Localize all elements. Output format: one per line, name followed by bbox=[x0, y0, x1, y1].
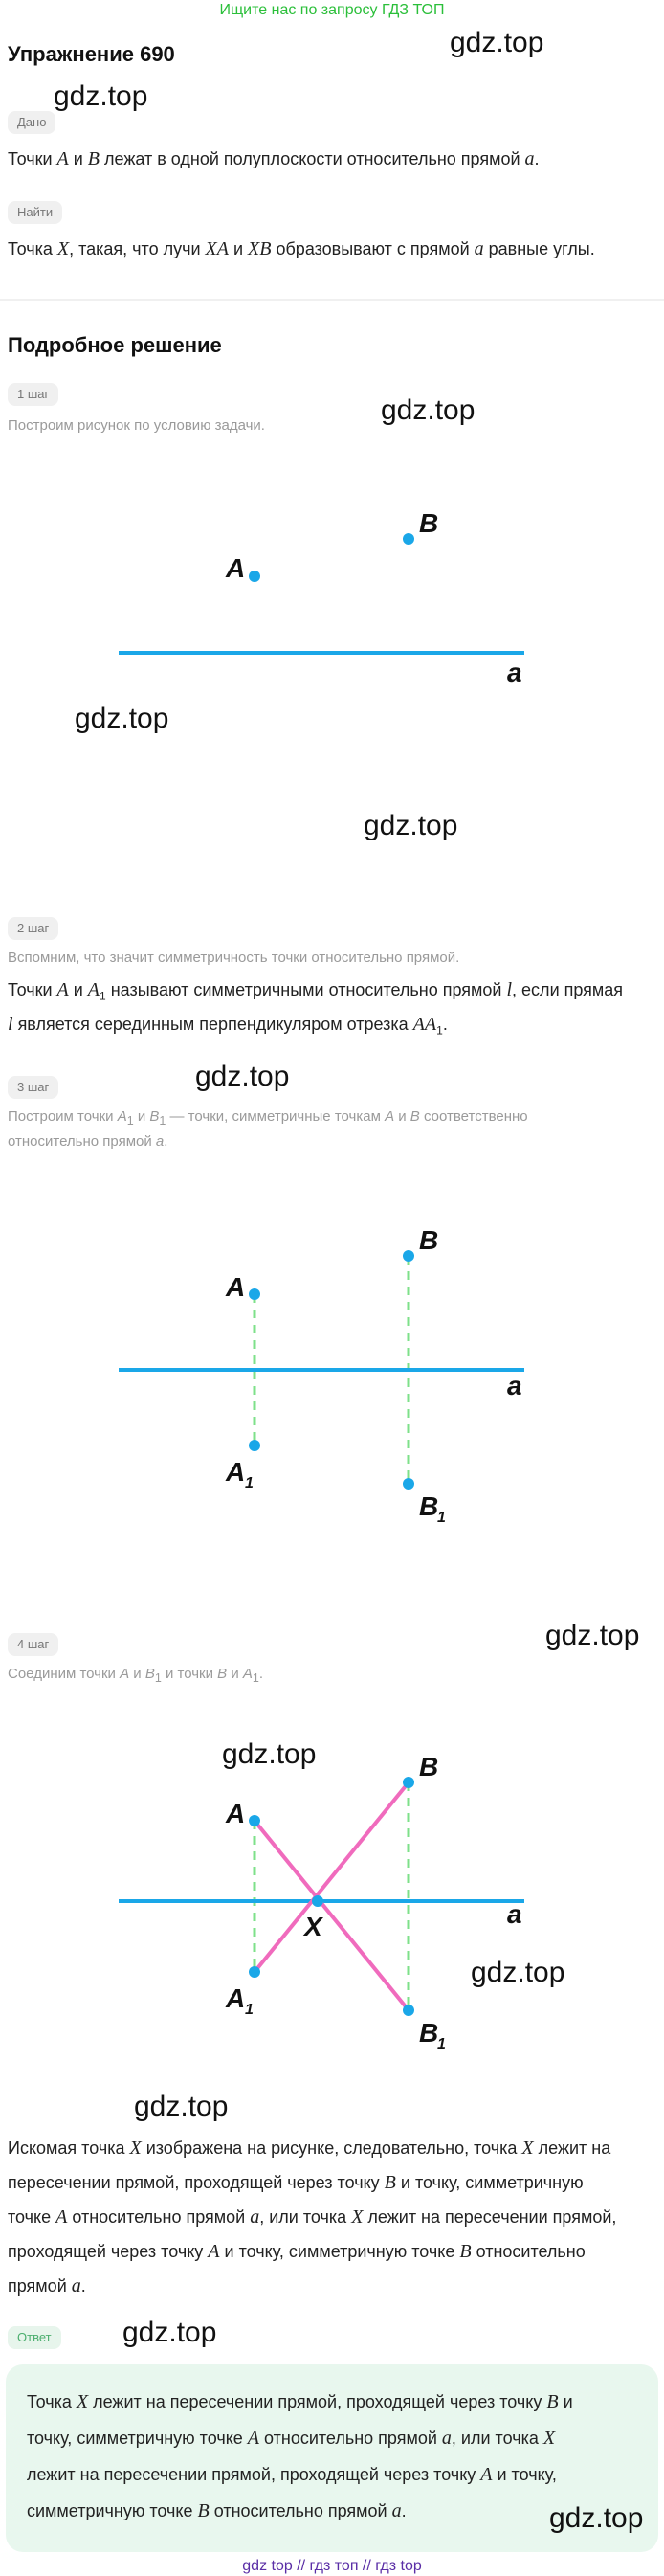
point-A bbox=[249, 1288, 260, 1300]
watermark: gdz.top bbox=[222, 1738, 317, 1770]
answer-line-2: точку, симметричную точке A относительно прямой a, или точка X bbox=[27, 2428, 556, 2449]
watermark: gdz.top bbox=[122, 2317, 217, 2348]
label-B: B bbox=[419, 1225, 439, 1255]
point-B bbox=[403, 1777, 414, 1788]
step3-line1: Построим точки $A_1$ и $B_1$ — точки, симметричные точкам A и B соответственно bbox=[8, 1109, 528, 1128]
step4-line1: Соединим точки A и $B_1$ и точки B и $A_1$. bbox=[8, 1666, 264, 1685]
page-title: Упражнение 690 bbox=[8, 42, 175, 66]
label-A: A bbox=[226, 553, 246, 583]
label-B: B bbox=[419, 508, 439, 538]
label-A1-sub: 1 bbox=[245, 1475, 254, 1491]
find-text: Точка X, такая, что лучи XA и XB образовывают с прямой a равные углы. bbox=[8, 238, 595, 259]
step3-tag: 3 шаг bbox=[8, 1076, 58, 1099]
watermark: gdz.top bbox=[450, 27, 544, 58]
point-B bbox=[403, 1250, 414, 1262]
label-A: A bbox=[226, 1272, 246, 1302]
watermark: gdz.top bbox=[381, 394, 476, 426]
step2-tag: 2 шаг bbox=[8, 917, 58, 940]
watermark: gdz.top bbox=[471, 1957, 565, 1988]
answer-line-1: Точка X лежит на пересечении прямой, проходящей через точку B и bbox=[27, 2391, 573, 2412]
segment-AB1 bbox=[255, 1821, 409, 2010]
point-B1 bbox=[403, 2005, 414, 2016]
point-B bbox=[403, 533, 414, 545]
step2-text: Вспомним, что значит симметричность точки относительно прямой. bbox=[8, 950, 460, 966]
point-A bbox=[249, 571, 260, 582]
figure-3 bbox=[0, 1733, 664, 2077]
label-B1-sub: 1 bbox=[437, 2036, 446, 2052]
conclusion-line-2: пересечении прямой, проходящей через точку B и точку, симметричную bbox=[8, 2172, 584, 2193]
point-A1 bbox=[249, 1440, 260, 1451]
label-a: a bbox=[507, 1371, 522, 1400]
top-banner[interactable]: Ищите нас по запросу ГДЗ ТОП bbox=[219, 2, 445, 18]
watermark: gdz.top bbox=[364, 810, 458, 841]
given-text: Точки A и B лежат в одной полуплоскости относительно прямой a. bbox=[8, 148, 540, 169]
label-A1-sub: 1 bbox=[245, 2002, 254, 2018]
answer-line-4: симметричную точке B относительно прямой a. bbox=[27, 2500, 407, 2521]
figure-1 bbox=[0, 479, 664, 699]
label-a: a bbox=[507, 658, 522, 687]
step1-tag: 1 шаг bbox=[8, 383, 58, 406]
watermark: gdz.top bbox=[134, 2091, 229, 2122]
point-B1 bbox=[403, 1478, 414, 1490]
label-B: B bbox=[419, 1752, 439, 1781]
label-A1: A bbox=[226, 1983, 246, 2013]
answer-tag: Ответ bbox=[8, 2326, 61, 2349]
label-X: X bbox=[304, 1912, 322, 1941]
solution-title: Подробное решение bbox=[8, 333, 222, 357]
step2-body-1: Точки A и $A_1$ называют симметричными относительно прямой l, если прямая bbox=[8, 979, 624, 1003]
step2-body-2: l является серединным перпендикуляром отрезка $AA_1$. bbox=[8, 1014, 448, 1038]
watermark: gdz.top bbox=[195, 1061, 290, 1092]
conclusion-line-1: Искомая точка X изображена на рисунке, следовательно, точка X лежит на bbox=[8, 2138, 611, 2159]
label-B1: B bbox=[419, 1491, 439, 1521]
label-B1-sub: 1 bbox=[437, 1510, 446, 1526]
step1-text: Построим рисунок по условию задачи. bbox=[8, 417, 265, 434]
label-B1: B bbox=[419, 2018, 439, 2048]
conclusion-line-3: точке A относительно прямой a, или точка X лежит на пересечении прямой, bbox=[8, 2206, 617, 2228]
watermark: gdz.top bbox=[549, 2502, 644, 2534]
point-X bbox=[312, 1895, 323, 1907]
divider bbox=[0, 299, 664, 301]
label-A: A bbox=[226, 1799, 246, 1828]
watermark: gdz.top bbox=[75, 703, 169, 734]
point-A1 bbox=[249, 1966, 260, 1978]
label-a: a bbox=[507, 1899, 522, 1929]
conclusion-line-4: проходящей через точку A и точку, симметричную точке B относительно bbox=[8, 2241, 586, 2262]
figure-2 bbox=[0, 1206, 664, 1551]
footer-links[interactable]: gdz top // гдз топ // гдз top bbox=[242, 2558, 422, 2574]
watermark: gdz.top bbox=[54, 80, 148, 112]
segment-BA1 bbox=[255, 1782, 409, 1972]
answer-line-3: лежит на пересечении прямой, проходящей через точку A и точку, bbox=[27, 2464, 557, 2485]
label-A1: A bbox=[226, 1457, 246, 1487]
watermark: gdz.top bbox=[545, 1620, 640, 1651]
step4-tag: 4 шаг bbox=[8, 1633, 58, 1656]
point-A bbox=[249, 1815, 260, 1826]
step3-line2: относительно прямой a. bbox=[8, 1133, 168, 1150]
given-tag: Дано bbox=[8, 111, 55, 134]
find-tag: Найти bbox=[8, 201, 62, 224]
conclusion-line-5: прямой a. bbox=[8, 2275, 86, 2296]
